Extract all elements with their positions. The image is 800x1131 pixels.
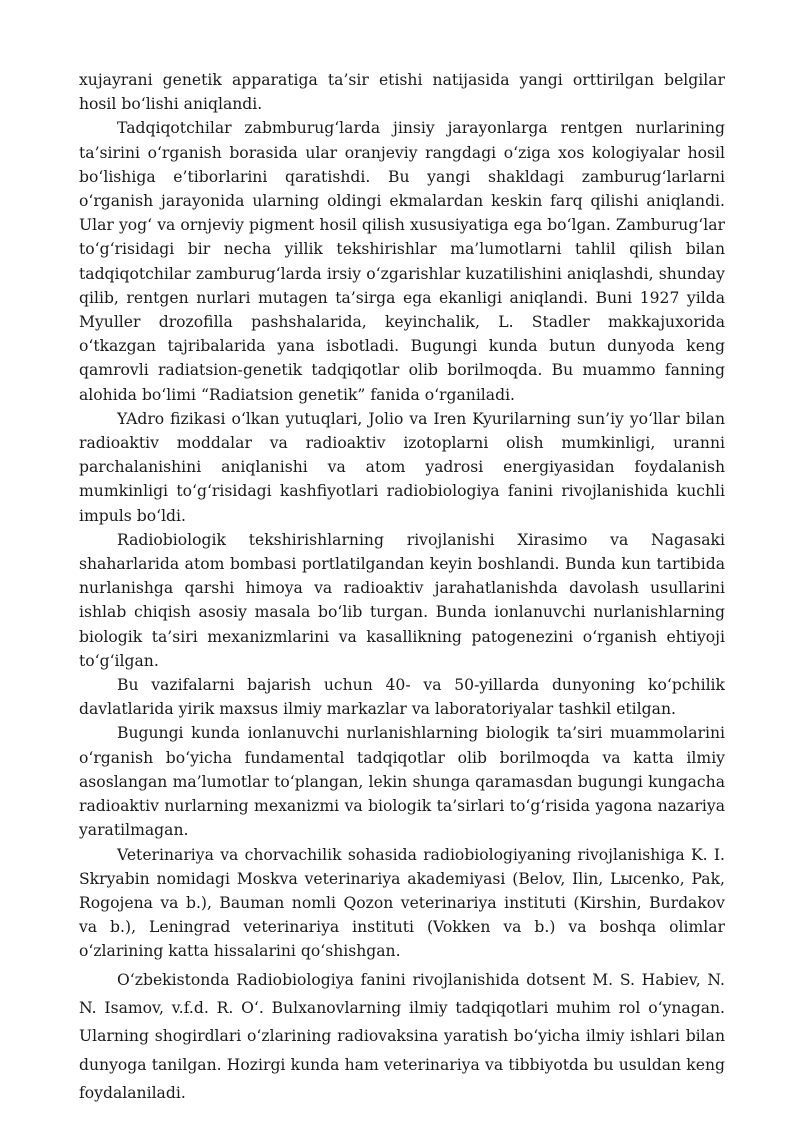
- paragraph-radiobiology-development: Radiobiologik tekshirishlarning rivojlanishi Xirasimo va Nagasaki shaharlarida atom bombasi portlatilgandan keyin boshlandi. Bunda kun tartibida nurlanishga qarshi himoya va radioaktiv jarahatlanishda davolash usullarini ishlab chiqish asosiy masala bo‘lib turgan. Bunda ionlanuvchi nurlanishlarning biologik ta’siri mexanizmlarini va kasallikning patogenezini o‘rganish ehtiyoji to‘g‘ilgan.: [79, 530, 725, 670]
- paragraph-continuation: xujayrani genetik apparatiga ta’sir etishi natijasida yangi orttirilgan belgilar hosil bo‘lishi aniqlandi.: [79, 71, 725, 114]
- document-body: [79, 68, 725, 1108]
- paragraph-uzbekistan: O‘zbekistonda Radiobiologiya fanini rivojlanishida dotsent M. S. Habiev, N. N. Isamov, v.f.d. R. O‘. Bulxanovlarning ilmiy tadqiqotlari muhim rol o‘ynagan. Ularning shogirdlari o‘zlarining radiovaksina yaratish bo‘yicha ilmiy ishlari bilan dunyoga tanilgan. Hozirgi kunda ham veterinariya va tibbiyotda bu usuldan keng foydalaniladi.: [79, 970, 725, 1103]
- paragraph-fungi-research: Tadqiqotchilar zabmburug‘larda jinsiy jarayonlarga rentgen nurlarining ta’sirini o‘rganish borasida ular oranjeviy rangdagi o‘ziga xos kologiyalar hosil bo‘lishiga e’tiborlarini qaratishdi. Bu yangi shakldagi zamburug‘larlarni o‘rganish jarayonida ularning oldingi ekmalardan keskin farq qilishi aniqlandi. Ular yog‘ va ornjeviy pigment hosil qilish xususiyatiga ega bo‘lgan. Zamburug‘lar to‘g‘risidagi bir necha yillik tekshirishlar ma’lumotlarni tahlil qilish bilan tadqiqotchilar zamburug‘larda irsiy o‘zgarishlar kuzatilishini aniqlashdi, shunday qilib, rentgen nurlari mutagen ta’sirga ega ekanligi aniqlandi. Buni 1927 yilda Myuller drozofilla pashshalarida, keyinchalik, L. Stadler makkajuxorida o‘tkazgan tajribalarida yana isbotladi. Bugungi kunda butun dunyoda keng qamrovli radiatsion-genetik tadqiqotlar olib borilmoqda. Bu muammo fanning alohida bo‘limi “Radiatsion genetik” fanida o‘rganiladi.: [79, 119, 725, 404]
- paragraph-research-centers: Bu vazifalarni bajarish uchun 40- va 50-yillarda dunyoning ko‘pchilik davlatlarida yirik maxsus ilmiy markazlar va laboratoriyalar tashkil etilgan.: [79, 676, 725, 719]
- paragraph-veterinary: Veterinariya va chorvachilik sohasida radiobiologiyaning rivojlanishiga K. I. Skryabin nomidagi Moskva veterinariya akademiyasi (Belov, Ilin, Lысenko, Pak, Rogojena va b.), Bauman nomli Qozon veterinariya instituti (Kirshin, Burdakov va b.), Leningrad veterinariya instituti (Vokken va b.) va boshqa olimlar o‘zlarining katta hissalarini qo‘shishgan.: [79, 845, 725, 961]
- paragraph-fundamental-research: Bugungi kunda ionlanuvchi nurlanishlarning biologik ta’siri muammolarini o‘rganish bo‘yicha fundamental tadqiqotlar olib borilmoqda va katta ilmiy asoslangan ma’lumotlar to‘plangan, lekin shunga qaramasdan bugungi kungacha radioaktiv nurlarning mexanizmi va biologik ta’sirlari to‘g‘risida yagona nazariya yaratilmagan.: [79, 724, 725, 840]
- paragraph-nuclear-physics: YAdro fizikasi o‘lkan yutuqlari, Jolio va Iren Kyurilarning sun’iy yo‘llar bilan radioaktiv moddalar va radioaktiv izotoplarni olish mumkinligi, uranni parchalanishini aniqlanishi va atom yadrosi energiyasidan foydalanish mumkinligi to‘g‘risidagi kashfiyotlari radiobiologiya fanini rivojlanishida kuchli impuls bo‘ldi.: [79, 409, 725, 525]
